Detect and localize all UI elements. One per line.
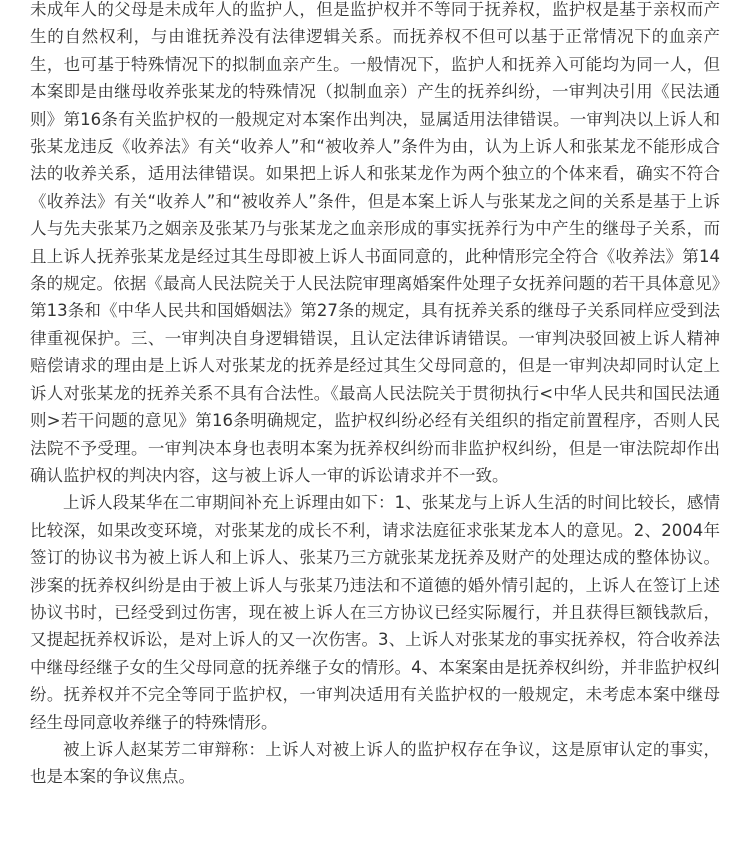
document-body [30,0,720,791]
paragraph-2: 上诉人段某华在二审期间补充上诉理由如下：1、张某龙与上诉人生活的时间比较长，感情比较深，如果改变环境，对张某龙的成长不利，请求法庭征求张某龙本人的意见。2、2004年签订的协议书为被上诉人和上诉人、张某乃三方就张某龙抚养及财产的处理达成的整体协议。涉案的抚养权纠纷是由于被上诉人与张某乃违法和不道德的婚外情引起的，上诉人在签订上述协议书时，已经受到过伤害，现在被上诉人在三方协议已经实际履行，并且获得巨额钱款后，又提起抚养权诉讼，是对上诉人的又一次伤害。3、上诉人对张某龙的事实抚养权，符合收养法中继母经继子女的生父母同意的抚养继子女的情形。4、本案案由是抚养权纠纷，并非监护权纠纷。抚养权并不完全等同于监护权，一审判决适用有关监护权的一般规定，未考虑本案中继母经生母同意收养继子的特殊情形。 [30,493,720,732]
paragraph-3: 被上诉人赵某芳二审辩称：上诉人对被上诉人的监护权存在争议，这是原审认定的事实，也是本案的争议焦点。 [30,739,720,787]
page-cutoff [0,836,743,844]
paragraph-1: 未成年人的父母是未成年人的监护人，但是监护权并不等同于抚养权，监护权是基于亲权而产生的自然权利，与由谁抚养没有法律逻辑关系。而抚养权不但可以基于正常情况下的血亲产生，也可基于特殊情况下的拟制血亲产生。一般情况下，监护人和抚养入可能均为同一人，但本案即是由继母收养张某龙的特殊情况（拟制血亲）产生的抚养纠纷，一审判决引用《民法通则》第16条有关监护权的一般规定对本案作出判决，显属适用法律错误。一审判决以上诉人和张某龙违反《收养法》有关“收养人”和“被收养人”条件为由，认为上诉人和张某龙不能形成合法的收养关系，适用法律错误。如果把上诉人和张某龙作为两个独立的个体来看，确实不符合《收养法》有关“收养人”和“被收养人”条件，但是本案上诉人与张某龙之间的关系是基于上诉人与先夫张某乃之姻亲及张某乃与张某龙之血亲形成的事实抚养行为中产生的继母子关系，而且上诉人抚养张某龙是经过其生母即被上诉人书面同意的，此种情形完全符合《收养法》第14条的规定。依据《最高人民法院关于人民法院审理离婚案件处理子女抚养问题的若干具体意见》第13条和《中华人民共和国婚姻法》第27条的规定，具有抚养关系的继母子关系同样应受到法律重视保护。三、一审判决自身逻辑错误，且认定法律诉请错误。一审判决驳回被上诉人精神赔偿请求的理由是上诉人对张某龙的抚养是经过其生父母同意的，但是一审判决却同时认定上诉人对张某龙的抚养关系不具有合法性。《最高人民法院关于贯彻执行<中华人民共和国民法通则>若干问题的意见》第16条明确规定，监护权纠纷必经有关组织的指定前置程序，否则人民法院不予受理。一审判决本身也表明本案为抚养权纠纷而非监护权纠纷，但是一审法院却作出确认监护权的判决内容，这与被上诉人一审的诉讼请求并不一致。 [30,0,720,485]
